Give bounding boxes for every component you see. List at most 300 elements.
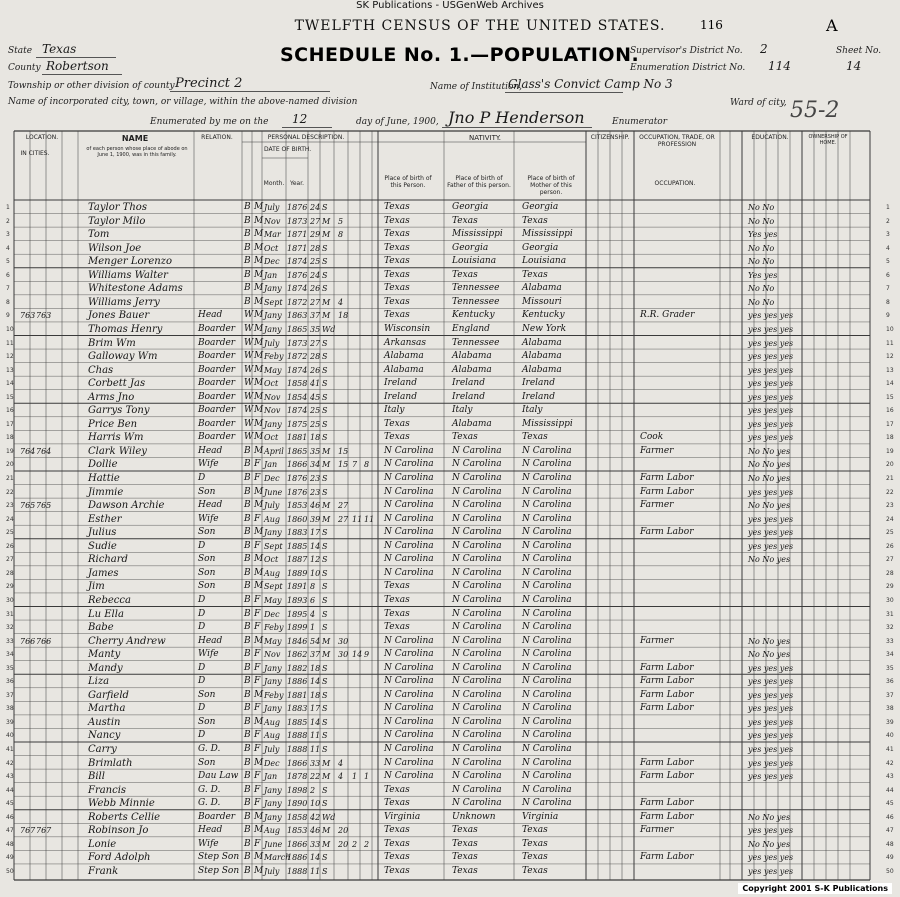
- cell-bf: N Carolina: [452, 527, 502, 538]
- cell-name: Liza: [88, 676, 110, 688]
- cell-year: 1858: [287, 812, 308, 822]
- cell-name: Hattie: [88, 473, 120, 484]
- cell-bp: N Carolina: [384, 771, 434, 782]
- row-number: 13: [6, 366, 14, 374]
- cell-edu: No No yes: [748, 555, 791, 565]
- cell-my: 4: [338, 772, 344, 782]
- cell-bf: Ireland: [452, 391, 485, 402]
- cell-ms: Wd: [322, 324, 336, 334]
- cell-month: Jan: [264, 270, 278, 280]
- cell-name: Robinson Jo: [88, 825, 149, 837]
- cell-rel: D: [198, 676, 206, 687]
- cell-edu: No No: [748, 203, 775, 212]
- row-number: 14: [6, 380, 14, 388]
- cell-edu: yes yes yes: [748, 352, 794, 362]
- cell-year: 1893: [287, 595, 308, 605]
- cell-occ: Farmer: [640, 825, 674, 836]
- cell-name: Jimmie: [88, 486, 124, 498]
- cell-rel: G. D.: [198, 784, 221, 795]
- row-number: 4: [6, 244, 10, 252]
- cell-color: B: [244, 269, 251, 280]
- cell-name: Williams Walter: [88, 269, 168, 281]
- cell-name: Galloway Wm: [88, 351, 158, 363]
- cell-color: W: [244, 418, 254, 429]
- cell-name: Jim: [88, 581, 105, 593]
- cell-month: Sept: [264, 582, 283, 592]
- cell-color: B: [244, 744, 251, 754]
- cell-name: Menger Lorenzo: [88, 256, 172, 268]
- copyright-notice: Copyright 2001 S-K Publications: [738, 883, 892, 894]
- cell-color: B: [244, 594, 251, 605]
- cell-month: July: [264, 338, 280, 348]
- cell-ms: S: [322, 270, 328, 280]
- row-number-right: 39: [886, 718, 894, 726]
- archive-banner: SK Publications - USGenWeb Archives: [356, 0, 544, 11]
- cell-year: 1866: [287, 460, 308, 470]
- cell-ch: 14: [352, 650, 363, 660]
- cell-name: Manty: [88, 649, 121, 661]
- row-number-right: 28: [886, 569, 894, 577]
- row-number: 1: [6, 204, 10, 211]
- cell-name: Esther: [88, 513, 122, 525]
- cell-my: 30: [338, 636, 349, 646]
- col-name-note: of each person whose place of abode on June 1, 1900, was in this family.: [86, 146, 188, 158]
- cell-bp: Texas: [384, 432, 410, 443]
- cell-bp: N Carolina: [384, 757, 434, 768]
- col-birth-father: Place of birth of Father of this person.: [447, 175, 511, 189]
- cell-my: 30: [338, 650, 349, 660]
- cell-bm: N Carolina: [522, 649, 572, 660]
- cell-bf: Kentucky: [452, 310, 495, 321]
- cell-bf: N Carolina: [452, 608, 502, 619]
- cell-dwell: 766: [20, 636, 36, 646]
- cell-color: B: [244, 202, 251, 212]
- row-number-right: 26: [886, 542, 894, 550]
- cell-year: 1890: [287, 799, 308, 809]
- cell-edu: No No: [748, 243, 775, 253]
- cell-bf: N Carolina: [452, 594, 502, 605]
- cell-bp: N Carolina: [384, 554, 434, 565]
- cell-age: 11: [310, 731, 321, 741]
- sheet-label: Sheet No.: [836, 46, 882, 56]
- col-personal: PERSONAL DESCRIPTION.: [267, 134, 345, 141]
- cell-month: Mar: [264, 230, 281, 240]
- cell-year: 1863: [287, 311, 308, 321]
- cell-name: Corbett Jas: [88, 378, 146, 390]
- cell-month: July: [264, 745, 280, 754]
- cell-ms: S: [322, 487, 328, 497]
- cell-age: 11: [310, 745, 321, 754]
- cell-color: W: [244, 405, 254, 416]
- cell-bp: N Carolina: [384, 703, 434, 714]
- cell-age: 18: [310, 433, 321, 443]
- cell-bm: N Carolina: [522, 594, 572, 605]
- cell-sex: M: [254, 323, 264, 334]
- row-number-right: 20: [886, 461, 894, 469]
- cell-bf: N Carolina: [452, 622, 502, 633]
- cell-bm: Missouri: [522, 296, 562, 307]
- cell-month: May: [264, 636, 282, 646]
- enumerated-label: Enumerated by me on the: [150, 117, 269, 127]
- cell-name: Price Ben: [88, 418, 138, 430]
- row-number: 40: [6, 732, 14, 740]
- row-number-right: 34: [886, 651, 894, 659]
- row-number-right: 1: [886, 204, 890, 211]
- cell-bf: Mississippi: [452, 229, 503, 240]
- cell-age: 22: [310, 772, 321, 782]
- cell-sex: F: [254, 784, 261, 795]
- cell-edu: yes yes yes: [748, 379, 794, 389]
- cell-bp: Texas: [384, 798, 410, 809]
- row-number-right: 27: [886, 556, 894, 564]
- row-number-right: 25: [886, 529, 894, 537]
- cell-bm: N Carolina: [522, 527, 572, 538]
- cell-ch: 2: [352, 839, 358, 849]
- cell-month: Aug: [264, 568, 281, 578]
- cell-sex: M: [254, 310, 264, 321]
- cell-bm: N Carolina: [522, 608, 572, 619]
- cell-bm: N Carolina: [522, 500, 572, 511]
- cell-ch: 1: [352, 772, 358, 782]
- col-education: EDUCATION.: [751, 134, 789, 141]
- cell-age: 24: [310, 270, 321, 280]
- cell-ms: S: [322, 392, 328, 402]
- cell-my: 20: [338, 839, 349, 849]
- cell-month: Nov: [264, 406, 281, 416]
- cell-color: B: [244, 825, 251, 836]
- cell-ms: M: [322, 839, 331, 849]
- cell-age: 41: [310, 379, 321, 389]
- cell-month: Jany: [264, 528, 282, 538]
- cell-bm: N Carolina: [522, 784, 572, 795]
- cell-sex: M: [254, 283, 264, 294]
- cell-age: 27: [310, 297, 321, 307]
- cell-bm: Georgia: [522, 242, 559, 253]
- row-number-right: 33: [886, 637, 894, 645]
- row-number: 45: [6, 800, 14, 808]
- cell-month: Oct: [264, 379, 279, 389]
- cell-sex: M: [254, 486, 264, 497]
- cell-sex: M: [254, 689, 264, 700]
- cell-age: 28: [310, 352, 321, 362]
- cell-bp: N Carolina: [384, 744, 434, 754]
- cell-name: Taylor Milo: [88, 215, 146, 227]
- cell-rel: Step Son: [198, 852, 240, 863]
- cell-name: Rebecca: [88, 594, 131, 606]
- cell-name: Richard: [88, 554, 128, 566]
- cell-bp: N Carolina: [384, 730, 434, 741]
- cell-cl: 11: [364, 514, 375, 524]
- cell-year: 1883: [287, 704, 308, 714]
- cell-month: Aug: [264, 731, 281, 741]
- cell-bp: N Carolina: [384, 500, 434, 511]
- cell-fam: 764: [36, 446, 52, 456]
- cell-bf: Italy: [452, 405, 473, 416]
- cell-age: 27: [310, 216, 321, 226]
- cell-fam: 766: [36, 636, 52, 646]
- cell-rel: D: [198, 540, 206, 551]
- row-number-right: 44: [886, 786, 894, 794]
- cell-year: 1873: [287, 338, 308, 348]
- cell-color: W: [244, 310, 254, 321]
- cell-bp: N Carolina: [384, 540, 434, 551]
- cell-color: W: [244, 364, 254, 375]
- cell-sex: M: [254, 852, 264, 863]
- cell-month: Jany: [264, 677, 282, 687]
- row-number-right: 46: [886, 813, 894, 821]
- cell-sex: F: [254, 649, 261, 660]
- cell-color: B: [244, 296, 251, 307]
- cell-name: Dawson Archie: [88, 500, 165, 512]
- cell-bf: N Carolina: [452, 798, 502, 809]
- cell-year: 1872: [287, 352, 308, 362]
- row-number: 48: [6, 840, 14, 848]
- cell-bp: N Carolina: [384, 649, 434, 660]
- cell-my: 27: [338, 501, 349, 511]
- cell-age: 12: [310, 555, 321, 565]
- cell-year: 1876: [287, 474, 308, 483]
- cell-year: 1858: [287, 379, 308, 389]
- cell-month: Jany: [264, 419, 282, 429]
- col-occupation: OCCUPATION, TRADE, OR PROFESSION: [639, 134, 715, 148]
- cell-sex: M: [254, 865, 264, 876]
- cell-edu: yes yes yes: [748, 772, 794, 782]
- cell-bp: Texas: [384, 852, 410, 863]
- cell-sex: M: [254, 364, 264, 375]
- cell-year: 1854: [287, 392, 308, 402]
- enumerator-signature: Jno P Henderson: [448, 108, 585, 127]
- cell-ms: S: [322, 717, 328, 727]
- cell-rel: Boarder: [198, 405, 236, 416]
- cell-year: 1887: [287, 555, 308, 565]
- cell-edu: No No: [748, 297, 775, 307]
- cell-edu: yes yes yes: [748, 392, 794, 402]
- cell-ms: S: [322, 243, 328, 253]
- cell-edu: yes yes yes: [748, 704, 794, 714]
- cell-bp: N Carolina: [384, 445, 434, 456]
- cell-bm: N Carolina: [522, 473, 572, 483]
- cell-ms: M: [322, 230, 331, 240]
- cell-name: Mandy: [88, 662, 123, 674]
- row-number-right: 23: [886, 502, 894, 510]
- cell-age: 46: [310, 501, 321, 511]
- cell-month: Nov: [264, 392, 281, 402]
- cell-sex: M: [254, 391, 264, 402]
- cell-my: 8: [338, 230, 344, 240]
- cell-month: July: [264, 866, 280, 876]
- cell-ms: M: [322, 772, 331, 782]
- cell-bf: N Carolina: [452, 676, 502, 687]
- cell-rel: D: [198, 730, 206, 741]
- cell-color: B: [244, 229, 251, 240]
- institution-label: Name of Institution,: [430, 82, 523, 92]
- enumeration-label: Enumeration District No.: [630, 63, 746, 73]
- row-number-right: 18: [886, 434, 894, 442]
- cell-bm: N Carolina: [522, 540, 572, 551]
- cell-sex: M: [254, 242, 264, 253]
- cell-occ: Farm Labor: [640, 757, 694, 768]
- cell-month: Jan: [264, 460, 278, 470]
- cell-edu: yes yes yes: [748, 514, 794, 524]
- cell-name: Garfield: [88, 689, 129, 701]
- cell-bp: N Carolina: [384, 716, 434, 727]
- cell-color: B: [244, 283, 251, 294]
- cell-age: 18: [310, 690, 321, 700]
- cell-edu: No No: [748, 257, 775, 267]
- cell-age: 39: [310, 514, 321, 524]
- cell-month: June: [264, 839, 283, 849]
- cell-bm: N Carolina: [522, 581, 572, 592]
- cell-bm: Ireland: [522, 391, 555, 402]
- row-number: 22: [6, 488, 14, 496]
- cell-year: 1891: [287, 582, 308, 592]
- cell-rel: Head: [198, 635, 223, 646]
- cell-bf: Ireland: [452, 378, 485, 389]
- row-number: 21: [6, 475, 14, 482]
- city-label: Name of incorporated city, town, or village, within the above-named division: [8, 97, 358, 107]
- row-number: 12: [6, 353, 14, 361]
- cell-bp: Alabama: [384, 364, 424, 375]
- cell-edu: No No yes: [748, 460, 791, 470]
- cell-my: 18: [338, 311, 349, 321]
- cell-year: 1889: [287, 568, 308, 578]
- cell-sex: F: [254, 662, 261, 673]
- col-year: Year.: [289, 180, 305, 187]
- cell-edu: yes yes yes: [748, 826, 794, 836]
- cell-age: 10: [310, 568, 321, 578]
- cell-bp: N Carolina: [384, 459, 434, 470]
- cell-bp: Texas: [384, 296, 410, 307]
- row-number-right: 42: [886, 759, 894, 767]
- cell-ms: S: [322, 785, 328, 795]
- cell-ms: S: [322, 731, 328, 741]
- cell-year: 1872: [287, 297, 308, 307]
- cell-year: 1886: [287, 677, 308, 687]
- cell-name: Taylor Thos: [88, 202, 147, 213]
- cell-age: 2: [310, 785, 316, 795]
- cell-edu: yes yes yes: [748, 677, 794, 687]
- cell-cl: 9: [364, 650, 370, 660]
- cell-sex: M: [254, 351, 264, 362]
- cell-bp: Wisconsin: [384, 323, 431, 334]
- cell-color: B: [244, 554, 251, 565]
- cell-color: B: [244, 676, 251, 687]
- cell-rel: Son: [198, 567, 216, 578]
- cell-bm: N Carolina: [522, 459, 572, 470]
- cell-bf: Alabama: [452, 364, 492, 375]
- col-occupation-sub: OCCUPATION.: [654, 180, 696, 187]
- cell-ms: Wd: [322, 812, 336, 822]
- cell-age: 11: [310, 866, 321, 876]
- cell-bm: N Carolina: [522, 554, 572, 565]
- cell-year: 1898: [287, 785, 308, 795]
- cell-bm: N Carolina: [522, 486, 572, 497]
- row-number: 39: [6, 718, 14, 726]
- cell-bp: Texas: [384, 202, 410, 212]
- cell-ch: 11: [352, 514, 363, 524]
- row-number: 24: [6, 515, 14, 523]
- cell-occ: Farm Labor: [640, 771, 694, 782]
- cell-edu: No No yes: [748, 474, 791, 483]
- cell-rel: Son: [198, 554, 216, 565]
- row-number: 25: [6, 529, 14, 537]
- row-number: 43: [6, 773, 14, 781]
- row-number: 16: [6, 407, 14, 415]
- cell-bf: N Carolina: [452, 744, 502, 754]
- cell-edu: yes yes yes: [748, 717, 794, 727]
- row-number-right: 24: [886, 515, 894, 523]
- cell-bf: Tennessee: [452, 283, 500, 294]
- row-number-right: 45: [886, 800, 894, 808]
- cell-bp: Texas: [384, 283, 410, 294]
- cell-name: Thomas Henry: [88, 323, 163, 335]
- col-nativity: NATIVITY.: [468, 134, 502, 142]
- cell-month: Jany: [264, 311, 282, 321]
- cell-color: B: [244, 256, 251, 267]
- cell-color: B: [244, 622, 251, 633]
- cell-edu: yes yes yes: [748, 745, 794, 754]
- cell-year: 1886: [287, 853, 308, 863]
- cell-ch: 7: [352, 460, 358, 470]
- cell-bp: N Carolina: [384, 662, 434, 673]
- row-number-right: 13: [886, 366, 894, 374]
- row-number-right: 40: [886, 732, 894, 740]
- cell-bm: Kentucky: [522, 310, 565, 321]
- cell-cl: 1: [364, 772, 370, 782]
- row-number: 3: [6, 231, 10, 239]
- cell-bf: Alabama: [452, 418, 492, 429]
- cell-bp: Texas: [384, 622, 410, 633]
- cell-name: Nancy: [88, 730, 121, 742]
- cell-year: 1875: [287, 419, 308, 429]
- cell-bp: N Carolina: [384, 486, 434, 497]
- cell-ms: S: [322, 866, 328, 876]
- cell-age: 14: [310, 541, 321, 551]
- cell-ms: S: [322, 745, 328, 754]
- county-value: Robertson: [46, 59, 109, 73]
- cell-rel: Boarder: [198, 351, 236, 362]
- row-number: 7: [6, 285, 10, 293]
- row-number-right: 5: [886, 258, 890, 266]
- cell-bp: Italy: [384, 405, 405, 416]
- cell-color: B: [244, 608, 251, 619]
- cell-edu: yes yes yes: [748, 487, 794, 497]
- ward-label: Ward of city,: [730, 98, 787, 108]
- cell-fam: 765: [36, 501, 52, 511]
- cell-month: Oct: [264, 555, 279, 565]
- cell-year: 1885: [287, 717, 308, 727]
- cell-sex: M: [254, 405, 264, 416]
- cell-rel: D: [198, 622, 206, 633]
- cell-name: Brim Wm: [88, 337, 136, 349]
- row-number-right: 4: [886, 244, 890, 252]
- cell-month: Aug: [264, 514, 281, 524]
- cell-sex: F: [254, 459, 261, 470]
- cell-ms: M: [322, 216, 331, 226]
- cell-bp: N Carolina: [384, 527, 434, 538]
- cell-rel: Son: [198, 716, 216, 727]
- cell-month: July: [264, 203, 280, 212]
- cell-sex: M: [254, 215, 264, 226]
- cell-rel: Boarder: [198, 418, 236, 429]
- cell-sex: M: [254, 567, 264, 578]
- cell-bf: N Carolina: [452, 703, 502, 714]
- cell-bm: Georgia: [522, 202, 559, 212]
- cell-year: 1860: [287, 514, 308, 524]
- cell-bf: Tennessee: [452, 337, 500, 348]
- cell-age: 25: [310, 257, 321, 267]
- cell-edu: No No yes: [748, 446, 791, 456]
